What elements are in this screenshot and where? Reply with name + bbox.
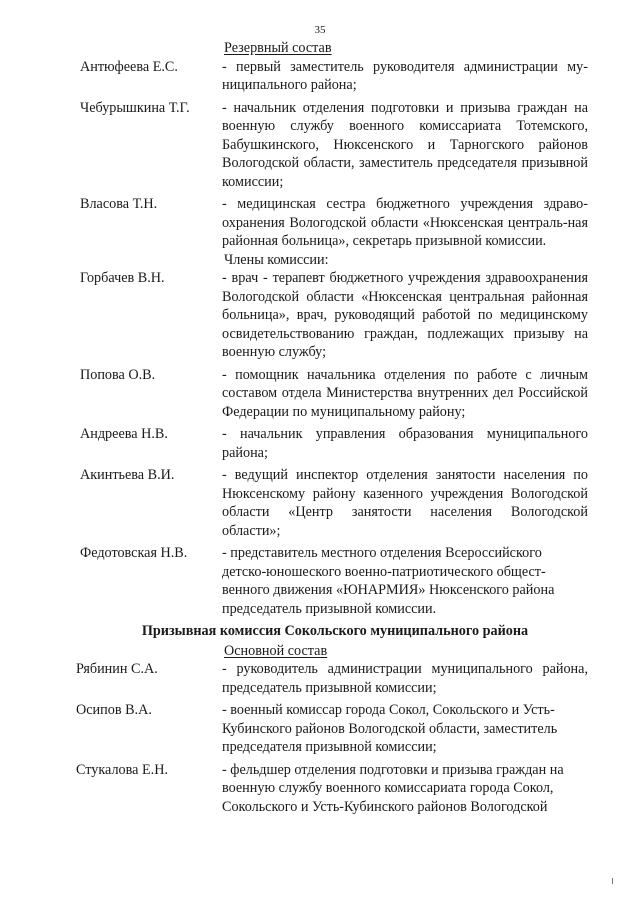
list-item: [0, 99, 640, 192]
person-name: Власова Т.Н.: [80, 196, 158, 212]
person-role: - врач - терапевт бюджетного учреждения здравоохранения Вологодской области «Нюксенская центральная районная больница», врач, руководящий работой по медицинскому освидетельствованию граждан, подлежащих призыву на военную службу;: [222, 270, 588, 360]
person-role: - фельдшер отделения подготовки и призыва граждан на военную службу военного комиссариата города Сокол, Сокольского и Усть-Кубинского районов Вологодской: [222, 761, 564, 815]
list-item: [0, 761, 640, 817]
person-role: - руководитель администрации муниципального района, председатель призывной комиссии;: [222, 661, 588, 696]
person-name: Горбачев В.Н.: [80, 270, 165, 286]
person-name: Осипов В.А.: [76, 702, 152, 718]
list-item: [0, 269, 640, 362]
list-item: [0, 425, 640, 462]
person-role: - начальник отделения подготовки и призыва граждан на военную службу военного комиссариата Тотемского, Бабушкинского, Нюксенского и Тарногского районов Вологодской области, заместитель председателя призывной комиссии;: [222, 99, 588, 190]
commission-members-heading: Члены комиссии:: [224, 251, 329, 268]
reserve-composition-heading: Резервный состав: [224, 40, 332, 56]
person-role: - первый заместитель руководителя администрации муниципального района;: [222, 58, 588, 93]
person-name: Андреева Н.В.: [80, 426, 168, 442]
person-role: - представитель местного отделения Всероссийского детско-юношеского военно-патриотического общественного движения «ЮНАРМИЯ» Нюксенского района председатель призывной комиссии.: [222, 545, 555, 617]
list-item: [0, 544, 640, 618]
person-role: - помощник начальника отделения по работе с личным составом отдела Министерства внутренних дел Российской Федерации по муниципальному району;: [222, 366, 588, 420]
person-name: Антюфеева Е.С.: [80, 58, 178, 75]
list-item: [0, 366, 640, 422]
list-item: [0, 466, 640, 540]
page-number: 35: [314, 24, 326, 36]
person-name: Рябинин С.А.: [76, 661, 158, 677]
list-item: [0, 195, 640, 251]
commission-title: Призывная комиссия Сокольского муниципального района: [141, 623, 529, 639]
person-name: Чебурышкина Т.Г.: [80, 99, 190, 116]
person-name: Акинтьева В.И.: [80, 467, 175, 483]
person-name: Попова О.В.: [80, 366, 156, 383]
person-role: - военный комиссар города Сокол, Сокольского и Усть-Кубинского районов Вологодской области, заместитель председателя призывной комиссии;: [222, 702, 558, 755]
person-name: Федотовская Н.В.: [80, 545, 188, 561]
person-name: Стукалова Е.Н.: [76, 761, 169, 778]
person-role: - медицинская сестра бюджетного учреждения здравоохранения Вологодской области «Нюксенская централь-ная районная больница», секретарь призывной комиссии.: [222, 196, 588, 249]
main-composition-heading: Основной состав: [224, 642, 328, 659]
list-item: [0, 701, 640, 757]
list-item: [0, 58, 640, 95]
person-role: - ведущий инспектор отделения занятости населения по Нюксенскому району казенного учреждения Вологодской области «Центр занятости населения Вологодской области»;: [222, 467, 588, 539]
scan-mark: [612, 878, 613, 884]
list-item: [0, 660, 640, 697]
document-body: [0, 39, 640, 820]
person-role: - начальник управления образования муниципального района;: [222, 426, 588, 461]
